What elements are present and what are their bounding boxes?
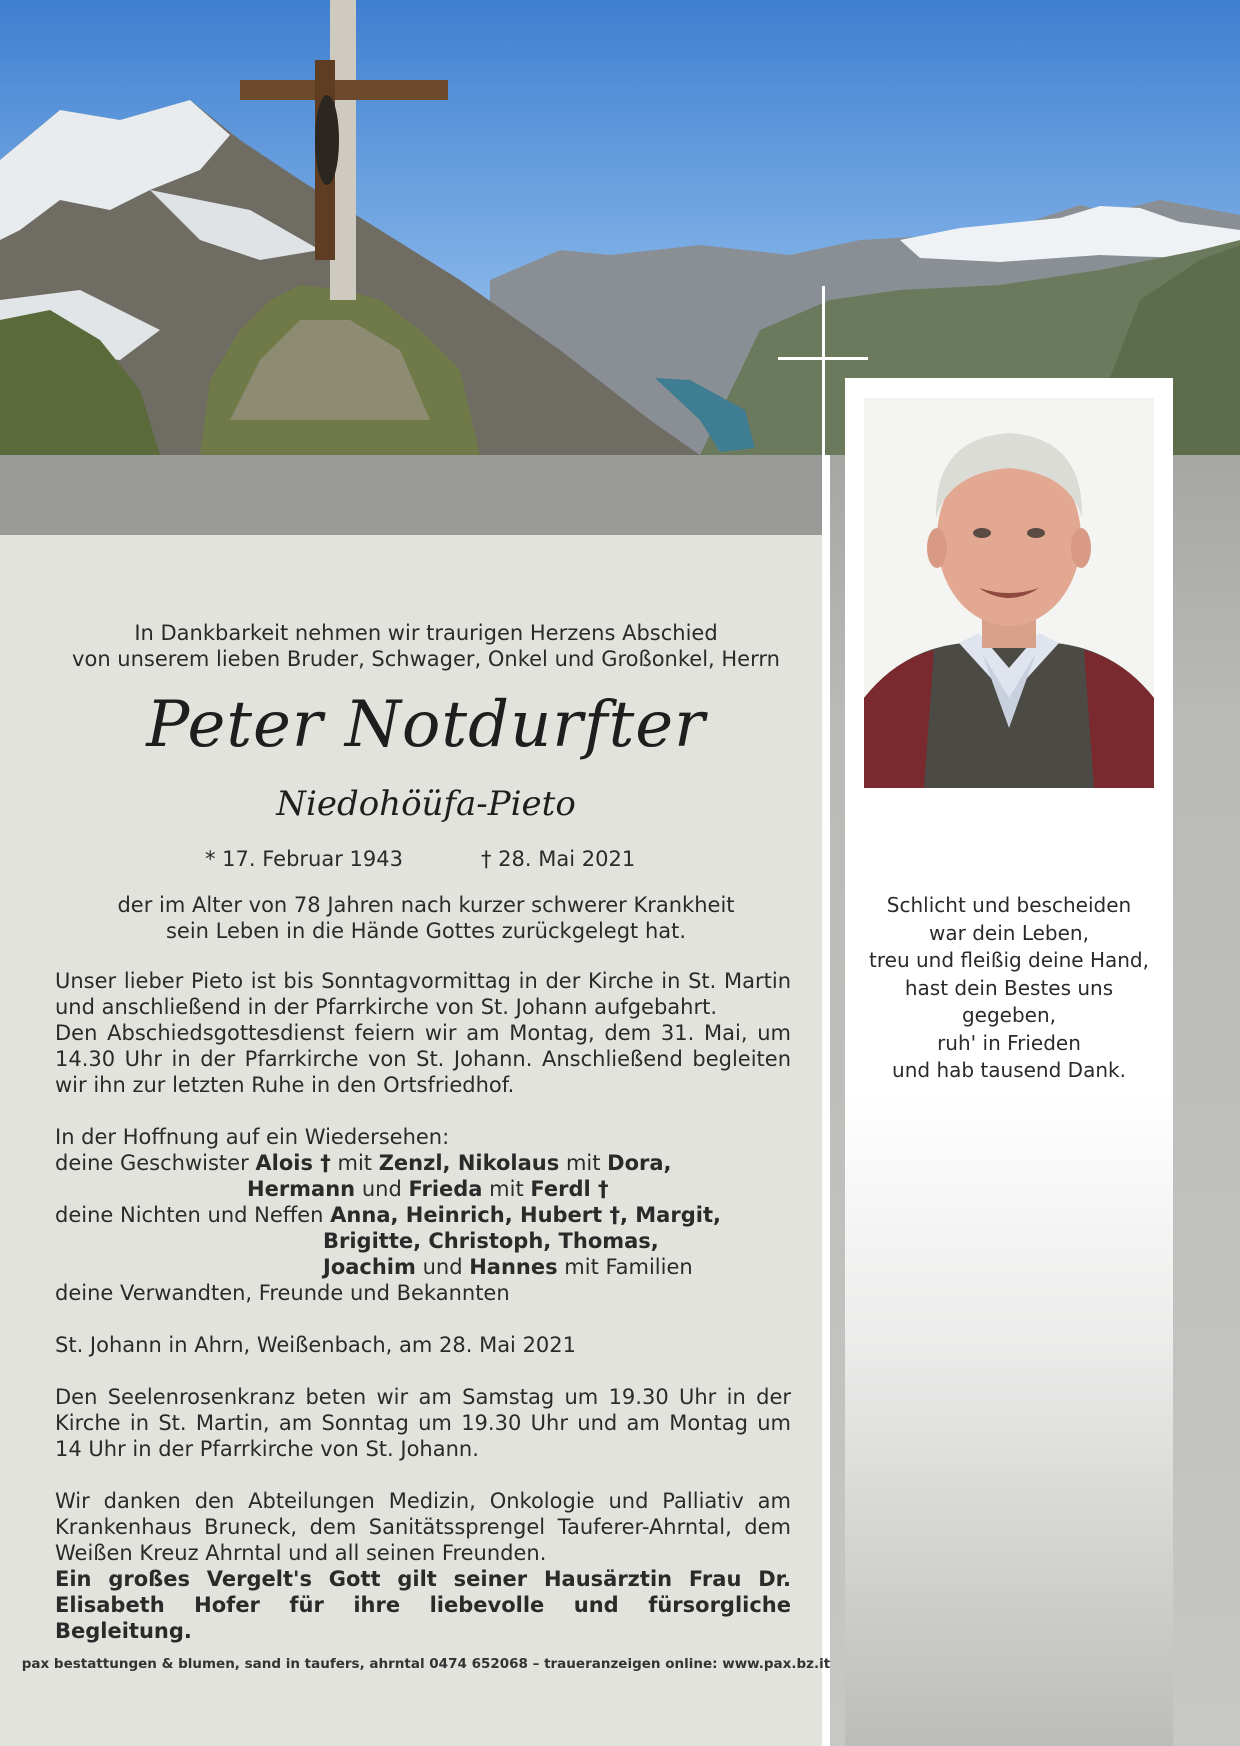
rosary-paragraph: Den Seelenrosenkranz beten wir am Samstag um 19.30 Uhr in der Kirche in St. Martin, am Sonntag um 19.30 Uhr und am Montag um 14 Uhr in der Pfarrkirche von St. Johann. — [55, 1385, 791, 1461]
mourner-name: Joachim — [323, 1255, 416, 1279]
nieces-label: deine Nichten und Neffen — [55, 1203, 324, 1227]
mourners-heading: In der Hoffnung auf ein Wiedersehen: — [55, 1125, 450, 1149]
deceased-name: Peter Notdurfter — [146, 688, 706, 762]
siblings-label: deine Geschwister — [55, 1151, 249, 1175]
deceased-nickname: Niedohöüfa-Pieto — [276, 784, 576, 824]
portrait-photo — [864, 398, 1154, 788]
intro-line-1: In Dankbarkeit nehmen wir traurigen Herzens Abschied — [134, 621, 718, 645]
nieces-line-2 — [55, 1228, 791, 1254]
connector: mit — [489, 1177, 524, 1201]
connector: und — [422, 1255, 463, 1279]
nieces-line-1 — [55, 1202, 791, 1228]
poem-line: hast dein Bestes uns — [904, 975, 1114, 1000]
connector: und — [361, 1177, 402, 1201]
siblings-line-1 — [55, 1150, 791, 1176]
mourner-names: Brigitte, Christoph, Thomas, — [323, 1229, 659, 1253]
mourner-names: Anna, Heinrich, Hubert †, Margit, — [330, 1203, 721, 1227]
age-line-2: sein Leben in die Hände Gottes zurückgelegt hat. — [165, 919, 687, 943]
connector: mit Familien — [564, 1255, 693, 1279]
viewing-paragraph: Unser lieber Pieto ist bis Sonntagvormittag in der Kirche in St. Martin und anschließend in der Pfarrkirche von St. Johann aufgebahrt. — [55, 969, 791, 1019]
poem-line: treu und fleißig deine Hand, — [869, 948, 1149, 972]
nieces-line-3 — [55, 1254, 791, 1280]
poem-line: Schlicht und bescheiden — [886, 893, 1132, 917]
mourner-name: Dora, — [607, 1151, 672, 1175]
thanks-bold-paragraph — [55, 1566, 791, 1644]
service-paragraph: Den Abschiedsgottesdienst feiern wir am Montag, dem 31. Mai, um 14.30 Uhr in der Pfarrkirche von St. Johann. Anschließend begleiten wir ihn zur letzten Ruhe in den Ortsfriedhof. — [55, 1021, 791, 1097]
poem — [852, 892, 1166, 1085]
place-date: St. Johann in Ahrn, Weißenbach, am 28. Mai 2021 — [55, 1333, 577, 1357]
intro-text — [20, 620, 832, 672]
poem-line: war dein Leben, — [929, 920, 1089, 945]
intro-line-2: von unserem lieben Bruder, Schwager, Onkel und Großonkel, Herrn — [72, 647, 780, 671]
mourner-name: Ferdl † — [530, 1177, 609, 1201]
connector: mit — [337, 1151, 373, 1175]
poem-line: gegeben, — [961, 1003, 1057, 1027]
thanks-bold-text: Ein großes Vergelt's Gott gilt seiner Hausärztin Frau Dr. Elisabeth Hofer für ihre liebevolle und fürsorgliche Begleitung. — [55, 1567, 791, 1643]
poem-line: ruh' in Frieden — [937, 1030, 1081, 1055]
poem-line: und hab tausend Dank. — [892, 1058, 1126, 1082]
obituary-body — [55, 968, 791, 1644]
thanks-paragraph: Wir danken den Abteilungen Medizin, Onkologie und Palliativ am Krankenhaus Bruneck, dem Sanitätssprengel Tauferer-Ahrntal, dem Weißen Kreuz Ahrntal und all seinen Freunden. — [55, 1489, 791, 1565]
siblings-line-2 — [55, 1176, 791, 1202]
relatives-line: deine Verwandten, Freunde und Bekannten — [55, 1281, 510, 1305]
birth-date: * 17. Februar 1943 — [205, 847, 403, 871]
age-text — [20, 892, 832, 944]
death-date: † 28. Mai 2021 — [481, 847, 636, 871]
connector: mit — [565, 1151, 601, 1175]
mourner-name: Hermann — [247, 1177, 356, 1201]
mourner-name: Hannes — [469, 1255, 558, 1279]
mourner-name: Alois † — [255, 1151, 331, 1175]
mourner-name: Zenzl, Nikolaus — [378, 1151, 560, 1175]
mourner-name: Frieda — [408, 1177, 483, 1201]
footer-funeral-home: pax bestattungen & blumen, sand in taufers, ahrntal 0474 652068 – traueranzeigen online: www.pax.bz.it — [21, 1656, 831, 1672]
age-line-1: der im Alter von 78 Jahren nach kurzer schwerer Krankheit — [117, 893, 735, 917]
